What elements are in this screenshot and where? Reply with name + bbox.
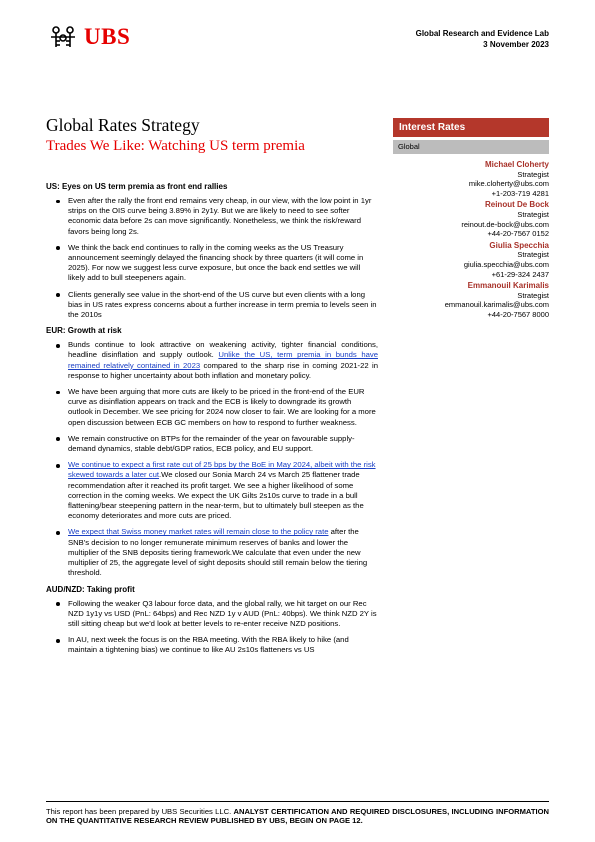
analyst-phone: +1-203-719 4281 <box>491 188 549 198</box>
region-tag: Global <box>393 140 549 154</box>
analyst-phone: +61-29-324 2437 <box>491 269 549 279</box>
keys-icon <box>46 25 80 49</box>
analyst-role: Strategist <box>517 250 549 260</box>
list-item: We think the back end continues to rally in the coming weeks as the US Treasury announcement seemingly delayed the financing shock by three quarters (it will come in 2025). For now we suggest less curve exposure, but once the back end settles we will likely add to bull steepeners again. <box>46 243 378 284</box>
analyst-email[interactable]: giulia.specchia@ubs.com <box>463 259 549 269</box>
boe-rate-cut-link[interactable]: We continue to expect a first rate cut of 25 bps by the BoE in May 2024, albeit with the risk skewed towards a later cut <box>68 460 376 480</box>
analyst-name: Giulia Specchia <box>489 240 549 250</box>
analyst-role: Strategist <box>517 290 549 300</box>
footer-disclosure: ANALYST CERTIFICATION AND REQUIRED DISCLOSURES, INCLUDING INFORMATION ON THE QUANTITATIVE RESEARCH REVIEW PUBLISHED BY UBS, BEGIN ON PAGE 12. <box>46 807 549 826</box>
list-item: We have been arguing that more cuts are likely to be priced in the front-end of the EUR curve as disinflation appears on track and the ECB is likely to downgrade its growth outlook in December. We see pricing for 2024 now closer to fair. We are looking for a more open discussion between ECB GC members on how to respond to further weakness. <box>46 387 378 428</box>
page-title: Global Rates Strategy <box>46 115 200 135</box>
analyst-role: Strategist <box>517 209 549 219</box>
swiss-money-market-link[interactable]: We expect that Swiss money market rates will remain close to the policy rate <box>68 527 329 537</box>
list-item: Even after the rally the front end remains very cheap, in our view, with the low point in 1yr strips on the OIS curve being 3.89% in 2y1y. But we are likely to need to see softer economic data before 2s can move significantly. Nonetheless, we think the risk/reward favors being long 2s. <box>46 196 378 237</box>
text: after the SNB's decision to no longer remunerate minimum reserves of banks and lower the multiplier of the SNB deposits tiering framework.We calculate that even under the new multiplier of 25, the aggregate level of sight deposits should still remain below the tiering threshold. <box>68 527 368 578</box>
topic-tag: Interest Rates <box>393 118 549 137</box>
analyst-role: Strategist <box>517 169 549 179</box>
list-item: In AU, next week the focus is on the RBA meeting. With the RBA likely to hike (and maintain a tightening bias) we continue to like AU 2s10s flatteners vs US <box>46 635 378 655</box>
list-item <box>46 340 378 381</box>
list-item: We remain constructive on BTPs for the remainder of the year on favourable supply-demand dynamics, stable debt/GDP ratios, ECB policy, and EU support. <box>46 434 378 454</box>
ubs-logo <box>46 25 130 49</box>
list-item: Following the weaker Q3 labour force data, and the global rally, we hit target on our Rec NZD 1y1y vs USD (PnL: 64bps) and Rec NZD 1y v AUD (PnL: 40bps). We think NZD 2Y is still sitting cheap but we'd look at better levels to re-enter receive NZD positions. <box>46 599 378 630</box>
section-heading-us: US: Eyes on US term premia as front end rallies <box>46 182 228 191</box>
disclosure-footer <box>46 807 549 826</box>
list-item <box>46 527 378 578</box>
bullet-list-eur <box>46 340 378 578</box>
analyst-email[interactable]: mike.cloherty@ubs.com <box>468 179 549 189</box>
footer-divider <box>46 801 549 802</box>
bullet-list-aud-nzd <box>46 599 378 656</box>
analyst-card <box>393 281 549 319</box>
footer-text: This report has been prepared by UBS Securities LLC. <box>46 807 234 816</box>
text: Bunds continue to look attractive on weakening activity, tighter financial conditions, headline disinflation and supply outlook. <box>68 340 378 360</box>
text: compared to the sharp rise in coming 2021-22 in response to higher uncertainty about both inflation and monetary policy. <box>68 360 378 380</box>
term-premia-link[interactable]: Unlike the US, term premia in bunds have remained relatively contained in 2023 <box>68 350 378 370</box>
analyst-email[interactable]: reinout.de-bock@ubs.com <box>461 219 549 229</box>
analyst-name: Emmanouil Karimalis <box>467 281 549 291</box>
analyst-card <box>393 160 549 198</box>
list-item <box>46 460 378 521</box>
logo-wordmark: UBS <box>84 24 131 49</box>
analyst-name: Reinout De Bock <box>484 200 549 210</box>
analyst-email[interactable]: emmanouil.karimalis@ubs.com <box>444 300 549 310</box>
analyst-card <box>393 241 549 279</box>
sidebar <box>393 118 549 322</box>
analyst-card <box>393 200 549 238</box>
main-content <box>46 182 378 662</box>
analyst-name: Michael Cloherty <box>484 160 549 169</box>
analyst-phone: +44-20-7567 0152 <box>487 229 549 239</box>
bullet-list-us <box>46 196 378 320</box>
page-subtitle: Trades We Like: Watching US term premia <box>46 138 305 154</box>
analyst-list <box>393 160 549 320</box>
text: .We closed our Sonia March 24 vs March 25 flattener trade recommendation after it reached its profit target. We see a higher likelihood of some correction in the coming weeks. We expect the UK Gilts 2s10s curve to trade in a bull flattening/bear steepening pattern in the near-term, but to ultimately bull steepen as the economy deteriorates and more cuts are priced. <box>68 470 364 521</box>
research-unit: Global Research and Evidence Lab <box>415 29 549 38</box>
report-date: 3 November 2023 <box>483 39 549 49</box>
section-heading-aud-nzd: AUD/NZD: Taking profit <box>46 584 135 594</box>
list-item: Clients generally see value in the short-end of the US curve but even clients with a long bias in US rates express concerns about a further increase in term premia to levels seen in the 2010s <box>46 290 378 321</box>
analyst-phone: +44-20-7567 8000 <box>487 309 549 319</box>
section-heading-eur: EUR: Growth at risk <box>46 326 122 336</box>
report-header <box>416 29 549 50</box>
